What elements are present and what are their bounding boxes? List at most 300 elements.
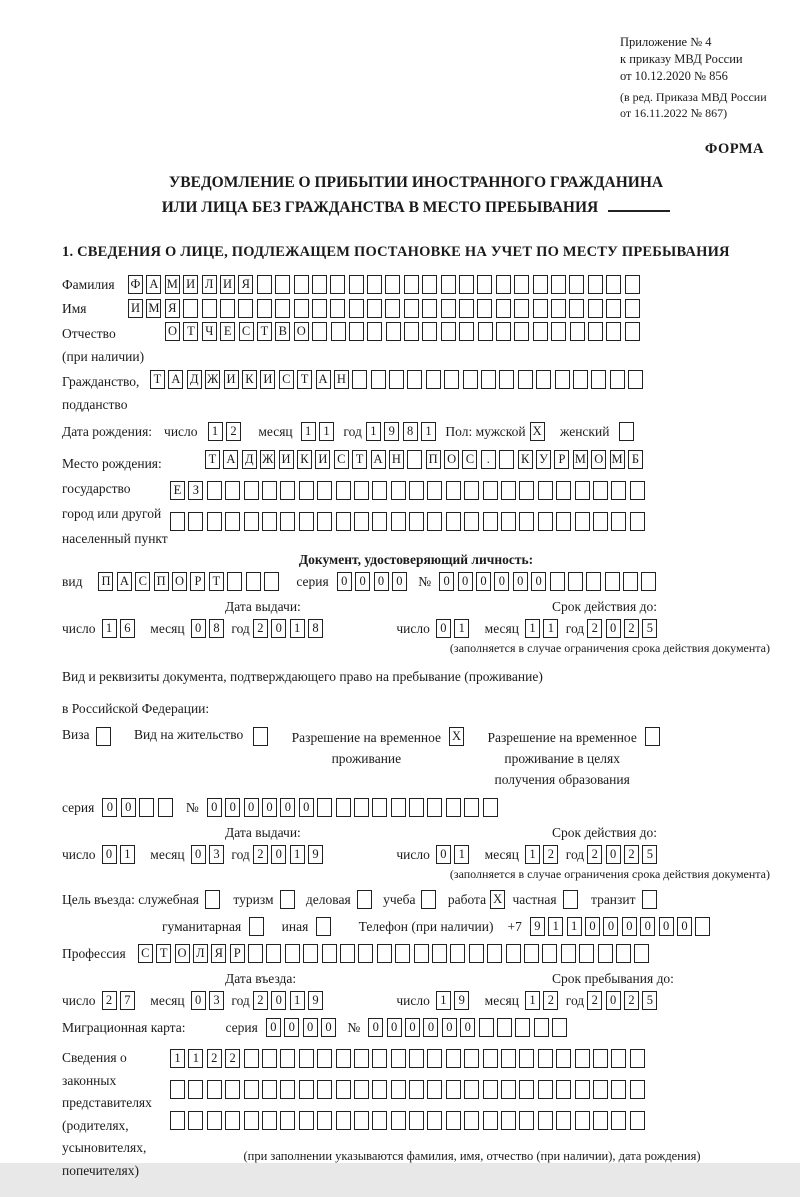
form-cell xyxy=(391,1080,406,1099)
form-cell xyxy=(534,1018,549,1037)
form-cell: 0 xyxy=(439,572,454,591)
form-cell: 0 xyxy=(355,572,370,591)
form-cell: 0 xyxy=(244,798,259,817)
residence-number-cells xyxy=(207,798,501,817)
form-cell xyxy=(464,512,479,531)
form-cell xyxy=(556,1080,571,1099)
form-cell xyxy=(330,299,345,318)
month-label: месяц xyxy=(258,423,293,439)
form-title-line2: ИЛИ ЛИЦА БЕЗ ГРАЖДАНСТВА В МЕСТО ПРЕБЫВАНИЯ xyxy=(161,199,599,216)
form-cell: 3 xyxy=(209,845,224,864)
form-cell xyxy=(336,798,351,817)
form-cell xyxy=(477,299,492,318)
form-cell xyxy=(605,572,620,591)
profession-label: Профессия xyxy=(62,945,126,961)
form-cell xyxy=(257,275,272,294)
purpose-private-label: частная xyxy=(512,891,557,907)
purpose-official-label: Цель въезда: служебная xyxy=(62,891,199,907)
form-cell xyxy=(246,572,261,591)
form-cell: Р xyxy=(230,944,245,963)
purpose-study-checkbox xyxy=(421,890,439,909)
birth-place-row2-cells xyxy=(170,481,648,500)
form-cell xyxy=(519,1049,534,1068)
form-cell xyxy=(280,1080,295,1099)
form-cell xyxy=(441,299,456,318)
form-cell xyxy=(479,1018,494,1037)
form-cell: 0 xyxy=(442,1018,457,1037)
birth-place-labels xyxy=(62,451,168,551)
year-label: год xyxy=(231,846,250,862)
form-cell xyxy=(299,481,314,500)
form-cell: 8 xyxy=(403,422,418,441)
form-cell xyxy=(695,917,710,936)
form-cell: И xyxy=(279,450,294,469)
form-cell xyxy=(487,944,502,963)
form-cell: 0 xyxy=(606,619,621,638)
form-cell xyxy=(386,322,401,341)
form-cell xyxy=(551,299,566,318)
form-cell xyxy=(404,322,419,341)
form-cell: 0 xyxy=(207,798,222,817)
series-label: серия xyxy=(225,1019,258,1035)
form-cell xyxy=(377,944,392,963)
entry-dates-row xyxy=(62,991,770,1010)
form-cell: 0 xyxy=(606,845,621,864)
form-cell xyxy=(432,944,447,963)
form-cell xyxy=(586,572,601,591)
legal-reps-block xyxy=(62,1047,770,1197)
form-cell xyxy=(280,890,295,909)
entry-day-cells xyxy=(102,991,139,1010)
form-cell xyxy=(446,1111,461,1130)
day-label: число xyxy=(396,992,430,1008)
form-cell xyxy=(446,1049,461,1068)
phone-cells xyxy=(530,917,714,936)
legal-reps-label-line: усыновителях, xyxy=(62,1140,147,1155)
form-cell xyxy=(556,1049,571,1068)
form-cell xyxy=(262,1080,277,1099)
sex-female-label: женский xyxy=(560,423,610,439)
form-cell xyxy=(579,944,594,963)
form-cell xyxy=(409,1111,424,1130)
form-cell: 1 xyxy=(301,422,316,441)
form-cell xyxy=(312,275,327,294)
form-cell: М xyxy=(610,450,625,469)
form-cell: Ф xyxy=(128,275,143,294)
form-cell xyxy=(459,299,474,318)
doc-dates-headers xyxy=(62,599,770,617)
appendix-line: Приложение № 4 xyxy=(620,35,712,49)
year-label: год xyxy=(565,992,585,1008)
month-label: месяц xyxy=(484,620,519,636)
entry-year-cells xyxy=(253,991,327,1010)
form-cell xyxy=(391,481,406,500)
form-cell: Л xyxy=(193,944,208,963)
form-cell: О xyxy=(165,322,180,341)
form-cell: . xyxy=(481,450,496,469)
citizenship-label-line2: подданство xyxy=(62,397,128,412)
migration-card-row xyxy=(62,1018,770,1037)
form-cell xyxy=(477,275,492,294)
series-label: серия xyxy=(296,573,329,589)
form-cell: А xyxy=(316,370,331,389)
form-cell xyxy=(349,299,364,318)
form-cell: П xyxy=(98,572,113,591)
form-cell xyxy=(610,370,625,389)
form-cell: 0 xyxy=(299,798,314,817)
form-cell: Н xyxy=(334,370,349,389)
form-cell: 0 xyxy=(460,1018,475,1037)
form-cell xyxy=(317,798,332,817)
form-cell: 1 xyxy=(188,1049,203,1068)
form-cell: Ж xyxy=(260,450,275,469)
form-cell xyxy=(275,275,290,294)
form-cell xyxy=(556,512,571,531)
form-cell xyxy=(593,1080,608,1099)
residence-valid-month-cells xyxy=(525,845,562,864)
birth-place-city-label: город или другой xyxy=(62,506,162,521)
form-cell xyxy=(170,512,185,531)
form-cell xyxy=(593,481,608,500)
edu-permit-label-line1: Разрешение на временное xyxy=(487,730,637,745)
form-cell xyxy=(538,1049,553,1068)
form-title-line2-wrap xyxy=(62,195,770,220)
purpose-humanitarian-label: гуманитарная xyxy=(162,918,242,934)
purpose-study-label: учеба xyxy=(383,891,416,907)
form-cell xyxy=(625,322,640,341)
purpose-other-checkbox xyxy=(316,917,334,936)
form-cell xyxy=(611,481,626,500)
form-cell xyxy=(372,1111,387,1130)
form-cell xyxy=(588,322,603,341)
month-label: месяц xyxy=(150,846,185,862)
form-cell xyxy=(330,275,345,294)
patronymic-cells xyxy=(165,322,643,341)
form-cell xyxy=(446,798,461,817)
legal-reps-labels xyxy=(62,1047,152,1182)
purpose-work-checkbox xyxy=(490,890,508,909)
doc-issue-year-cells xyxy=(253,619,327,638)
form-cell xyxy=(202,299,217,318)
form-cell: 2 xyxy=(253,991,268,1010)
form-cell: 9 xyxy=(384,422,399,441)
form-cell: 0 xyxy=(622,917,637,936)
form-cell xyxy=(483,481,498,500)
entry-purpose-row xyxy=(62,890,770,909)
form-cell: У xyxy=(536,450,551,469)
form-cell xyxy=(158,798,173,817)
form-cell xyxy=(312,299,327,318)
form-cell xyxy=(538,512,553,531)
form-cell: 0 xyxy=(262,798,277,817)
form-cell: 2 xyxy=(587,845,602,864)
forma-label: ФОРМА xyxy=(704,141,764,157)
form-cell: И xyxy=(183,275,198,294)
form-cell: 1 xyxy=(543,619,558,638)
edu-permit-label-line3: получения образования xyxy=(494,772,630,787)
form-cell xyxy=(367,299,382,318)
form-cell xyxy=(299,1080,314,1099)
form-cell xyxy=(427,798,442,817)
legal-reps-label-line: законных xyxy=(62,1072,117,1088)
name-row xyxy=(62,299,770,318)
form-cell xyxy=(551,322,566,341)
form-cell xyxy=(441,322,456,341)
stay-month-cells xyxy=(525,991,562,1010)
form-cell xyxy=(563,890,578,909)
form-cell: 9 xyxy=(530,917,545,936)
form-cell xyxy=(625,299,640,318)
form-cell: М xyxy=(146,299,161,318)
migration-number-cells xyxy=(368,1018,570,1037)
entry-month-cells xyxy=(191,991,228,1010)
birth-day-cells xyxy=(208,422,245,441)
form-cell xyxy=(352,370,367,389)
form-cell: З xyxy=(188,481,203,500)
form-cell: Н xyxy=(389,450,404,469)
form-cell xyxy=(227,572,242,591)
form-cell: 2 xyxy=(543,845,558,864)
issue-date-header: Дата выдачи: xyxy=(225,599,301,614)
purpose-business-checkbox xyxy=(357,890,375,909)
form-cell: 2 xyxy=(226,422,241,441)
form-cell xyxy=(139,798,154,817)
day-label: число xyxy=(164,423,198,439)
form-cell xyxy=(357,890,372,909)
form-cell: П xyxy=(426,450,441,469)
identity-doc-heading: Документ, удостоверяющий личность: xyxy=(298,552,534,567)
form-cell xyxy=(422,275,437,294)
form-cell: 6 xyxy=(120,619,135,638)
birth-place-row3-cells xyxy=(170,512,648,531)
form-cell xyxy=(336,481,351,500)
form-cell: 1 xyxy=(170,1049,185,1068)
birth-place-row1-cells xyxy=(205,450,646,469)
form-cell: 0 xyxy=(225,798,240,817)
sex-male-label: Пол: мужской xyxy=(445,423,526,439)
form-cell xyxy=(536,370,551,389)
number-label: № xyxy=(185,799,199,815)
form-cell xyxy=(188,512,203,531)
valid-until-header: Срок действия до: xyxy=(552,825,657,840)
migration-series-cells xyxy=(266,1018,340,1037)
form-cell: 9 xyxy=(308,845,323,864)
form-cell: 1 xyxy=(525,991,540,1010)
form-cell: 0 xyxy=(494,572,509,591)
form-cell: 2 xyxy=(225,1049,240,1068)
purpose-transit-checkbox xyxy=(642,890,660,909)
form-cell: 0 xyxy=(436,845,451,864)
form-cell: 0 xyxy=(423,1018,438,1037)
form-cell: 0 xyxy=(321,1018,336,1037)
form-cell xyxy=(225,481,240,500)
form-cell xyxy=(501,481,516,500)
form-cell xyxy=(575,1080,590,1099)
form-cell: Б xyxy=(628,450,643,469)
edition-block xyxy=(620,89,770,121)
form-cell xyxy=(591,370,606,389)
form-cell xyxy=(414,944,429,963)
purpose-work-label: работа xyxy=(447,891,487,907)
profession-row xyxy=(62,944,770,963)
temp-permit-label-line2: проживание xyxy=(331,751,402,766)
birth-date-row xyxy=(62,422,770,441)
form-cell: И xyxy=(128,299,143,318)
form-cell: 0 xyxy=(280,798,295,817)
form-cell: X xyxy=(490,890,505,909)
form-cell xyxy=(628,370,643,389)
legal-reps-row3-cells xyxy=(170,1111,648,1130)
purpose-tourism-checkbox xyxy=(280,890,298,909)
citizenship-row xyxy=(62,370,770,416)
form-cell xyxy=(573,370,588,389)
stay-until-header: Срок пребывания до: xyxy=(552,971,674,986)
form-cell: 0 xyxy=(374,572,389,591)
form-cell xyxy=(372,512,387,531)
form-cell xyxy=(349,322,364,341)
form-cell: 0 xyxy=(303,1018,318,1037)
form-cell: Т xyxy=(352,450,367,469)
form-cell xyxy=(207,1080,222,1099)
form-cell xyxy=(619,422,634,441)
form-cell xyxy=(354,1080,369,1099)
form-cell: 1 xyxy=(436,991,451,1010)
form-cell xyxy=(225,1111,240,1130)
form-cell xyxy=(244,481,259,500)
name-label: Имя xyxy=(62,300,87,316)
purpose-humanitarian-checkbox xyxy=(249,917,267,936)
form-cell xyxy=(519,512,534,531)
form-cell xyxy=(385,299,400,318)
form-cell: 0 xyxy=(284,1018,299,1037)
residence-permit-checkbox xyxy=(253,727,271,746)
form-cell xyxy=(446,1080,461,1099)
form-cell xyxy=(427,512,442,531)
form-cell xyxy=(275,299,290,318)
form-cell xyxy=(459,275,474,294)
form-cell: 0 xyxy=(271,991,286,1010)
form-cell: 0 xyxy=(659,917,674,936)
form-cell: Д xyxy=(242,450,257,469)
form-cell: 2 xyxy=(624,619,639,638)
form-cell xyxy=(483,1111,498,1130)
form-cell xyxy=(427,1111,442,1130)
form-cell xyxy=(262,1049,277,1068)
form-cell: Т xyxy=(297,370,312,389)
surname-row xyxy=(62,275,770,294)
birth-date-label: Дата рождения: xyxy=(62,423,153,439)
form-cell: К xyxy=(297,450,312,469)
form-cell xyxy=(389,370,404,389)
form-cell xyxy=(588,299,603,318)
form-cell: 5 xyxy=(642,991,657,1010)
form-cell: 0 xyxy=(191,845,206,864)
form-cell xyxy=(294,299,309,318)
form-cell xyxy=(336,1049,351,1068)
form-cell xyxy=(299,1111,314,1130)
purpose-transit-label: транзит xyxy=(591,891,636,907)
year-label: год xyxy=(231,620,250,636)
form-cell: Т xyxy=(150,370,165,389)
edu-permit-label-line2: проживание в целях xyxy=(504,751,620,766)
form-cell: 2 xyxy=(102,991,117,1010)
form-cell xyxy=(354,1049,369,1068)
form-cell xyxy=(630,1080,645,1099)
form-cell xyxy=(611,1111,626,1130)
appendix-line: от 10.12.2020 № 856 xyxy=(620,69,728,83)
form-cell xyxy=(391,798,406,817)
form-cell xyxy=(630,512,645,531)
form-cell xyxy=(404,275,419,294)
form-cell: 0 xyxy=(476,572,491,591)
form-cell xyxy=(556,481,571,500)
form-cell xyxy=(593,512,608,531)
doc-valid-day-cells xyxy=(436,619,473,638)
form-cell: И xyxy=(224,370,239,389)
legal-reps-row1-cells xyxy=(170,1049,648,1068)
form-cell xyxy=(630,481,645,500)
form-cell xyxy=(409,1080,424,1099)
legal-reps-row2-cells xyxy=(170,1080,648,1099)
form-cell xyxy=(464,1080,479,1099)
form-cell xyxy=(441,275,456,294)
day-label: число xyxy=(62,846,96,862)
citizenship-label xyxy=(62,370,150,416)
form-cell xyxy=(483,512,498,531)
form-cell: 0 xyxy=(387,1018,402,1037)
form-cell xyxy=(519,1111,534,1130)
form-cell xyxy=(349,275,364,294)
form-title xyxy=(62,170,770,220)
form-cell xyxy=(593,1049,608,1068)
form-cell: 0 xyxy=(191,991,206,1010)
form-cell: М xyxy=(573,450,588,469)
form-cell xyxy=(446,481,461,500)
form-cell xyxy=(188,1080,203,1099)
form-cell: 1 xyxy=(525,845,540,864)
form-cell xyxy=(354,798,369,817)
form-cell xyxy=(244,512,259,531)
form-cell xyxy=(404,299,419,318)
form-cell xyxy=(422,299,437,318)
form-cell: 1 xyxy=(454,619,469,638)
valid-until-header: Срок действия до: xyxy=(552,599,657,614)
form-cell xyxy=(391,512,406,531)
form-cell: Т xyxy=(209,572,224,591)
form-cell: 3 xyxy=(209,991,224,1010)
form-cell: 7 xyxy=(120,991,135,1010)
residence-permit-label: Вид на жительство xyxy=(133,727,244,742)
residence-dates-row xyxy=(62,845,770,864)
form-cell xyxy=(262,481,277,500)
form-cell xyxy=(367,275,382,294)
form-cell: 1 xyxy=(454,845,469,864)
form-cell: А xyxy=(146,275,161,294)
residence-doc-line2: в Российской Федерации: xyxy=(62,701,210,716)
form-cell: 1 xyxy=(290,619,305,638)
form-cell xyxy=(312,322,327,341)
series-label: серия xyxy=(62,799,95,815)
form-cell xyxy=(519,1080,534,1099)
form-cell: 2 xyxy=(587,619,602,638)
form-cell: 1 xyxy=(525,619,540,638)
form-cell: 0 xyxy=(368,1018,383,1037)
form-cell xyxy=(606,275,621,294)
form-cell: К xyxy=(518,450,533,469)
entry-date-header: Дата въезда: xyxy=(225,971,297,986)
form-cell xyxy=(372,1080,387,1099)
doc-type-label: вид xyxy=(62,573,83,589)
